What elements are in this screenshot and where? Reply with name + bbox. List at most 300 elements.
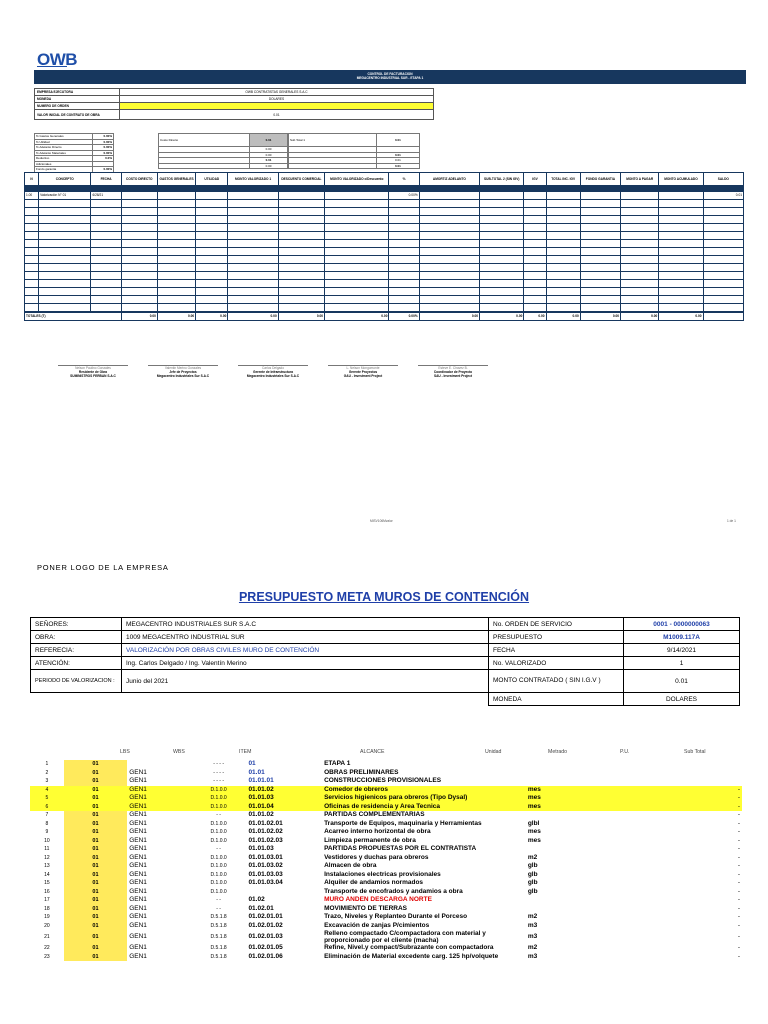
grid-cell — [580, 256, 620, 264]
grid-cell — [480, 272, 524, 280]
totals-label: TOTALES (T) — [25, 312, 122, 321]
grid-cell — [25, 208, 39, 216]
grid-cell — [480, 192, 524, 200]
grid-header-cell: AMORTIZ ADELANTO — [419, 173, 479, 186]
grid-cell — [121, 296, 157, 304]
grid-cell — [228, 288, 278, 296]
summary-value: 0.00% — [93, 145, 114, 151]
row-lbs: 01 — [64, 794, 127, 803]
grid-cell — [91, 216, 121, 224]
grid-cell — [91, 232, 121, 240]
row-unidad: m2 — [527, 913, 538, 920]
grid-cell — [325, 304, 389, 313]
header-value: OWB CONTRATISTAS GENERALES S.A.C — [120, 89, 434, 96]
grid-totals-row — [25, 312, 744, 321]
signature-org: GAU - Investment Project — [343, 374, 383, 378]
grid-cell: Valorización N° 01 — [39, 192, 91, 200]
header-label: MONEDA — [35, 96, 120, 103]
summary-label: Sub Total 1 — [289, 134, 377, 147]
row-item: 01.01.03.03 — [248, 870, 283, 878]
grid-cell — [121, 272, 157, 280]
row-wbs-code: D.1.0.0 — [210, 854, 227, 861]
row-item: 01.01.02 — [246, 786, 322, 795]
grid-cell — [278, 200, 324, 208]
row-wbs-code: D.5.1.8 — [210, 945, 227, 951]
total-cell: 0.00 — [228, 312, 278, 321]
row-alcance: MOVIMIENTO DE TIERRAS — [324, 904, 408, 912]
row-wbs-code: D.1.0.0 — [210, 871, 227, 878]
grid-cell — [325, 256, 389, 264]
grid-cell — [419, 224, 479, 232]
grid-cell — [325, 288, 389, 296]
summary-label: % Adelanto Materiales — [35, 150, 93, 156]
grid-cell — [524, 272, 546, 280]
summary-label: % Utilidad — [35, 139, 93, 145]
summary-mid-table — [158, 133, 288, 169]
grid-cell — [25, 304, 39, 313]
grid-cell — [703, 288, 743, 296]
row-wbs-code: - - - - — [213, 769, 225, 776]
row-alcance: Limpieza permanente de obra — [324, 836, 416, 844]
row-wbs: GEN1 — [129, 768, 147, 776]
grid-cell — [121, 280, 157, 288]
row-lbs: 01 — [64, 769, 127, 778]
summary-value: 0.0% — [93, 156, 114, 162]
grid-cell — [325, 248, 389, 256]
signature-role: Gerente Proyectos — [348, 370, 378, 374]
row-subtotal: - — [737, 921, 740, 929]
grid-cell — [480, 296, 524, 304]
grid-cell — [524, 240, 546, 248]
row-number: 23 — [44, 953, 50, 960]
grid-cell — [91, 272, 121, 280]
grid-cell — [228, 296, 278, 304]
grid-cell: 0.00% — [389, 192, 419, 200]
grid-cell — [580, 248, 620, 256]
row-subtotal: - — [737, 896, 740, 903]
row-item: 01.02.01.06 — [248, 952, 283, 960]
row-item — [246, 888, 322, 897]
summary-value: 0.01 — [250, 134, 288, 147]
budget-row — [30, 794, 742, 803]
row-unidad — [526, 811, 590, 820]
row-alcance: Transporte de Equipos, maquinaria y Herramientas — [324, 819, 482, 827]
summary-value: 0.00% — [93, 150, 114, 156]
grid-cell — [580, 280, 620, 288]
row-subtotal — [589, 777, 742, 786]
budget-row — [30, 896, 742, 905]
grid-cell — [325, 192, 389, 200]
row-subtotal: - — [737, 819, 740, 827]
grid-cell — [524, 288, 546, 296]
row-subtotal: - — [737, 853, 740, 861]
grid-row — [25, 256, 744, 264]
row-number: 2 — [45, 769, 49, 776]
grid-cell — [228, 232, 278, 240]
grid-cell — [228, 216, 278, 224]
grid-cell — [228, 208, 278, 216]
grid-cell — [546, 248, 580, 256]
row-item: 01.02 — [248, 896, 265, 903]
col-lbs: LBS — [120, 749, 130, 755]
grid-cell — [39, 232, 91, 240]
grid-cell — [524, 208, 546, 216]
grid-cell — [196, 256, 228, 264]
signature-org: SAU - Investment Project — [433, 374, 473, 378]
grid-cell — [524, 200, 546, 208]
grid-cell — [419, 256, 479, 264]
grid-cell — [25, 288, 39, 296]
grid-cell — [278, 232, 324, 240]
grid-cell — [659, 216, 703, 224]
row-subtotal: - — [737, 870, 740, 878]
row-alcance: MURO ANDEN DESCARGA NORTE — [324, 896, 432, 903]
row-item: 01 — [248, 760, 256, 767]
info-row — [31, 631, 740, 644]
grid-cell — [157, 216, 195, 224]
grid-cell — [91, 304, 121, 313]
row-subtotal: - — [737, 845, 740, 852]
row-lbs: 01 — [64, 896, 127, 905]
info-value: Ing. Carlos Delgado / Ing. Valentín Merino — [122, 657, 489, 670]
grid-cell — [228, 264, 278, 272]
row-unidad: m3 — [527, 921, 538, 929]
row-wbs: GEN1 — [127, 794, 191, 803]
row-unidad: mes — [527, 828, 541, 835]
grid-header-cell: DESCUENTO COMERCIAL — [278, 173, 324, 186]
row-number: 1 — [45, 761, 49, 767]
row-item: 01.01.02.03 — [248, 836, 283, 844]
signature-block — [418, 365, 488, 378]
grid-cell — [325, 200, 389, 208]
row-unidad — [526, 777, 590, 786]
grid-row — [25, 280, 744, 288]
row-alcance: Alquiler de andamios normados — [324, 879, 424, 886]
budget-row — [30, 837, 742, 846]
grid-cell — [121, 216, 157, 224]
row-lbs: 01 — [64, 811, 127, 820]
row-lbs: 01 — [64, 837, 127, 846]
info-label: OBRA: — [31, 631, 122, 644]
row-subtotal: - — [589, 803, 742, 812]
budget-row — [30, 828, 742, 837]
row-number: 8 — [45, 820, 49, 827]
row-lbs: 01 — [64, 803, 127, 812]
grid-cell — [196, 216, 228, 224]
info-label: MONEDA — [489, 693, 624, 706]
grid-cell — [25, 264, 39, 272]
signature-row — [58, 365, 488, 378]
info-value: Junio del 2021 — [122, 670, 489, 693]
budget-row — [30, 879, 742, 888]
info-label: PERIODO DE VALORIZACION : — [31, 670, 122, 693]
budget-row — [30, 760, 742, 769]
row-wbs: GEN1 — [129, 913, 147, 920]
row-number: 13 — [44, 863, 50, 869]
grid-cell — [659, 248, 703, 256]
grid-cell — [121, 240, 157, 248]
row-alcance: Instalaciones electricas provisionales — [324, 870, 441, 878]
row-number: 11 — [44, 846, 50, 852]
grid-cell — [25, 272, 39, 280]
row-lbs: 01 — [64, 854, 127, 863]
grid-cell — [196, 304, 228, 313]
grid-cell — [39, 296, 91, 304]
grid-cell — [39, 280, 91, 288]
grid-header-cell: MONTO VALORIZADO 1 — [228, 173, 278, 186]
grid-cell — [389, 200, 419, 208]
row-wbs-code: D.1.0.0 — [191, 794, 247, 803]
row-alcance: Comedor de obreros — [322, 786, 526, 795]
row-number: 3 — [45, 778, 49, 784]
row-alcance: Eliminación de Material excedente carg. 125 hp/volquete — [324, 952, 499, 960]
grid-row — [25, 296, 744, 304]
grid-cell — [389, 224, 419, 232]
grid-cell — [389, 296, 419, 304]
grid-cell — [419, 200, 479, 208]
row-alcance: Trazo, Niveles y Replanteo Durante el Porceso — [324, 913, 468, 920]
summary-label: Deductivo — [35, 156, 93, 162]
row-item: 01.01.03.01 — [248, 853, 283, 861]
grid-cell — [39, 248, 91, 256]
grid-cell — [621, 280, 659, 288]
row-wbs-code: - - — [216, 846, 221, 852]
row-subtotal: - — [589, 794, 742, 803]
footer-filename: MISV106Mvalor — [370, 519, 393, 523]
grid-cell — [157, 232, 195, 240]
summary-value: 0.00 — [250, 163, 288, 169]
grid-cell — [196, 296, 228, 304]
grid-cell — [196, 264, 228, 272]
signature-block — [328, 365, 398, 378]
grid-cell — [621, 288, 659, 296]
total-cell: 0.00 — [325, 312, 389, 321]
grid-cell — [580, 216, 620, 224]
grid-cell — [389, 240, 419, 248]
summary-right-table — [288, 133, 420, 169]
grid-cell — [480, 224, 524, 232]
row-lbs: 01 — [64, 777, 127, 786]
row-wbs-code: - - - - — [213, 761, 225, 767]
total-cell: 0.00 — [278, 312, 324, 321]
signature-role: Coordinador de Proyecto — [433, 370, 473, 374]
row-alcance: Excavación de zanjas P/cimientos — [324, 921, 430, 929]
grid-cell — [121, 256, 157, 264]
row-wbs-code: D.1.0.0 — [210, 888, 227, 895]
row-unidad: m3 — [527, 952, 538, 960]
total-cell: 0.00 — [659, 312, 703, 321]
grid-cell — [524, 296, 546, 304]
row-lbs: 01 — [64, 905, 127, 914]
row-lbs: 01 — [64, 786, 127, 795]
header-info-table — [34, 88, 434, 120]
summary-label: % Gastos Generales — [35, 134, 93, 140]
info-blank — [122, 693, 489, 706]
total-cell: 0.00% — [389, 312, 419, 321]
total-cell: 0.00 — [621, 312, 659, 321]
row-unidad: mes — [526, 786, 590, 795]
row-unidad: glb — [527, 862, 538, 869]
grid-cell — [621, 232, 659, 240]
row-wbs: GEN1 — [129, 870, 147, 878]
grid-cell — [196, 272, 228, 280]
grid-cell — [325, 232, 389, 240]
grid-cell — [121, 288, 157, 296]
row-number: 12 — [44, 854, 50, 861]
grid-cell — [659, 232, 703, 240]
summary-value: 0.01 — [250, 158, 288, 164]
grid-cell — [25, 200, 39, 208]
grid-cell — [621, 240, 659, 248]
grid-cell — [91, 288, 121, 296]
grid-cell — [196, 200, 228, 208]
row-wbs-code: D.1.0.0 — [210, 820, 227, 827]
grid-cell — [39, 264, 91, 272]
row-wbs-code: - - — [216, 905, 221, 912]
grid-cell — [480, 288, 524, 296]
summary-label — [289, 163, 377, 169]
billing-grid — [24, 172, 744, 321]
info-label: PRESUPUESTO — [489, 631, 624, 644]
row-lbs: 01 — [64, 944, 127, 953]
grid-cell — [39, 200, 91, 208]
row-number: 6 — [30, 803, 64, 812]
grid-cell — [91, 208, 121, 216]
budget-row — [30, 944, 742, 953]
grid-cell — [196, 232, 228, 240]
grid-cell — [389, 208, 419, 216]
grid-header-cell: N — [25, 173, 39, 186]
row-wbs: GEN1 — [129, 819, 147, 827]
row-lbs: 01 — [64, 820, 127, 829]
footer-page: 1 de 1 — [727, 519, 736, 523]
row-lbs: 01 — [64, 953, 127, 962]
grid-cell — [480, 256, 524, 264]
row-alcance: Transporte de encofrados y andamios a obra — [324, 887, 463, 895]
grid-cell — [480, 264, 524, 272]
grid-cell — [91, 264, 121, 272]
row-number: 17 — [44, 897, 50, 903]
row-number: 21 — [44, 933, 50, 940]
grid-cell — [121, 192, 157, 200]
col-unidad: Unidad — [485, 749, 502, 755]
row-subtotal — [589, 760, 742, 769]
signature-role: Gerente de Infraestructura — [252, 370, 294, 374]
row-alcance: Relleno compactado C/compactadora con material y proporcionado por el cliente (macha) — [324, 930, 486, 944]
row-subtotal: - — [737, 836, 740, 844]
grid-header-cell: % — [389, 173, 419, 186]
grid-cell — [325, 280, 389, 288]
row-subtotal: - — [737, 913, 740, 920]
row-wbs: GEN1 — [129, 845, 147, 852]
grid-cell — [480, 248, 524, 256]
row-item: 01.01 — [248, 768, 265, 776]
grid-cell — [546, 208, 580, 216]
grid-cell — [419, 288, 479, 296]
grid-cell — [419, 240, 479, 248]
budget-row — [30, 862, 742, 871]
summary-value: 0.01 — [376, 163, 419, 169]
summary-value: 0.00 — [250, 147, 288, 153]
row-alcance: Oficinas de residencia y Area Tecnica — [322, 803, 526, 812]
row-item: 01.02.01.01 — [248, 913, 283, 920]
grid-cell — [546, 232, 580, 240]
row-wbs-code: D.1.0.0 — [210, 863, 227, 869]
grid-cell — [157, 304, 195, 313]
grid-cell — [659, 264, 703, 272]
row-wbs-code: - - - - — [213, 778, 225, 784]
budget-row — [30, 820, 742, 829]
grid-cell — [25, 216, 39, 224]
total-cell: 0.00 — [580, 312, 620, 321]
row-unidad — [526, 760, 590, 769]
grid-cell: 1.00 — [25, 192, 39, 200]
summary-label — [159, 163, 250, 169]
grid-cell — [480, 208, 524, 216]
grid-cell — [228, 200, 278, 208]
grid-cell — [703, 208, 743, 216]
grid-cell — [480, 280, 524, 288]
budget-row — [30, 905, 742, 914]
grid-cell — [157, 192, 195, 200]
row-unidad: mes — [526, 794, 590, 803]
info-row — [31, 657, 740, 670]
row-subtotal: - — [737, 828, 740, 835]
grid-cell — [580, 192, 620, 200]
signature-org: Megacentro Industriales Sur S.A.C — [156, 374, 210, 378]
budget-row — [30, 786, 742, 795]
row-wbs: GEN1 — [129, 932, 147, 940]
grid-cell — [580, 288, 620, 296]
budget-row — [30, 871, 742, 880]
info-value: 1009 MEGACENTRO INDUSTRIAL SUR — [122, 631, 489, 644]
total-cell: 0.00 — [419, 312, 479, 321]
grid-cell — [278, 304, 324, 313]
grid-cell — [659, 288, 703, 296]
grid-cell — [228, 280, 278, 288]
signature-name: Carlos Delgado — [238, 365, 308, 370]
summary-label: Fondo garantia — [35, 167, 93, 173]
grid-cell — [39, 288, 91, 296]
grid-cell — [157, 256, 195, 264]
grid-cell — [389, 256, 419, 264]
grid-cell — [25, 240, 39, 248]
row-number: 14 — [44, 871, 50, 878]
row-wbs-code: D.1.0.0 — [210, 880, 227, 886]
grid-cell — [196, 248, 228, 256]
grid-cell — [121, 208, 157, 216]
grid-cell — [157, 272, 195, 280]
control-subtitle: MEGACENTRO INDUSTRIAL SUR - ETAPA 1 — [356, 76, 424, 80]
row-item: 01.01.01 — [248, 777, 274, 784]
grid-cell — [419, 264, 479, 272]
row-lbs: 01 — [64, 913, 127, 922]
row-unidad: m2 — [527, 944, 538, 951]
grid-cell — [419, 192, 479, 200]
grid-cell — [121, 200, 157, 208]
grid-cell — [703, 264, 743, 272]
header-info-row — [35, 103, 434, 110]
grid-cell — [580, 264, 620, 272]
row-wbs: GEN1 — [129, 879, 147, 886]
signature-org: SUMINISTROS FERBAN S.A.C — [70, 374, 116, 378]
row-alcance: Vestidores y duchas para obreros — [324, 853, 429, 861]
grid-cell — [703, 280, 743, 288]
grid-cell — [157, 264, 195, 272]
grid-cell — [39, 256, 91, 264]
grid-cell — [546, 200, 580, 208]
grid-cell — [703, 272, 743, 280]
